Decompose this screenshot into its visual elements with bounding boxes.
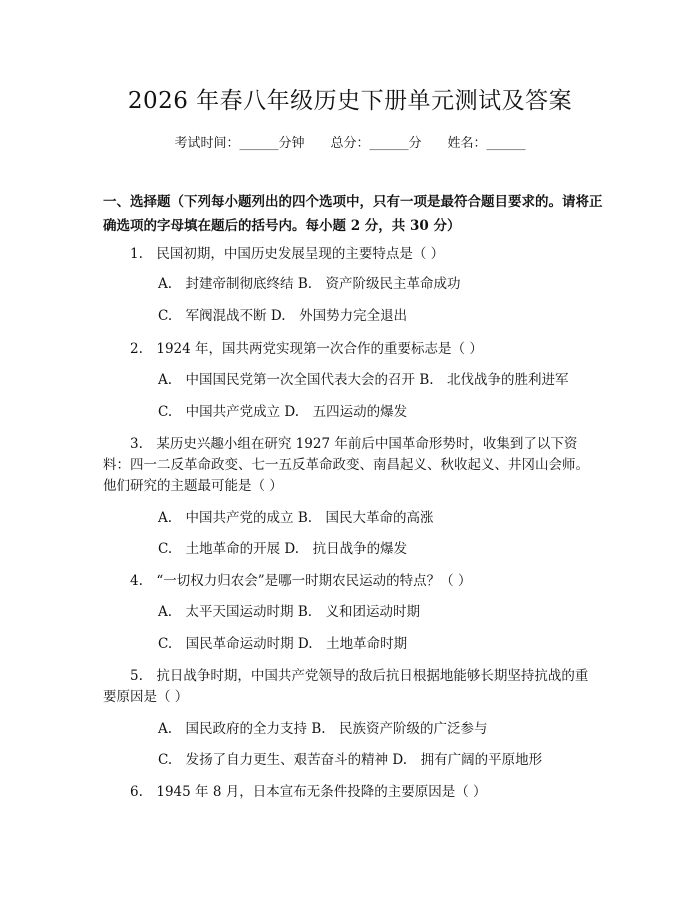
question-2-options-ab: A. 中国国民党第一次全国代表大会的召开 B. 北伐战争的胜利进军: [158, 372, 569, 388]
question-3-stem-line-3: 他们研究的主题最可能是（ ）: [103, 478, 283, 494]
question-2-stem: 2. 1924 年，国共两党实现第一次合作的重要标志是（ ）: [130, 341, 483, 357]
question-3-options-cd: C. 土地革命的开展 D. 抗日战争的爆发: [158, 541, 408, 557]
question-1-stem: 1. 民国初期，中国历史发展呈现的主要特点是（ ）: [130, 246, 445, 262]
exam-time: 考试时间：______分钟: [174, 136, 305, 151]
question-3-stem: 3. 某历史兴趣小组在研究 1927 年前后中国革命形势时，收集到了以下资: [130, 436, 578, 452]
question-5-stem-line-2: 要原因是（ ）: [103, 689, 189, 705]
question-4-stem: 4. “一切权力归农会”是哪一时期农民运动的特点？（ ）: [130, 573, 472, 589]
question-4-options-ab: A. 太平天国运动时期 B. 义和团运动时期: [158, 604, 421, 620]
question-5-stem: 5. 抗日战争时期，中国共产党领导的敌后抗日根据地能够长期坚持抗战的重: [130, 668, 589, 684]
section-heading: 一、选择题（下列每小题列出的四个选项中，只有一项是最符合题目要求的。请将正确选项的字母填在题后的括号内。每小题 2 分，共 30 分）: [103, 194, 603, 234]
question-5-options-cd: C. 发扬了自力更生、艰苦奋斗的精神 D. 拥有广阔的平原地形: [158, 752, 543, 768]
question-2-options-cd: C. 中国共产党成立 D. 五四运动的爆发: [158, 404, 408, 420]
question-3-options-ab: A. 中国共产党的成立 B. 国民大革命的高涨: [158, 510, 434, 526]
question-1-options-ab: A. 封建帝制彻底终结 B. 资产阶级民主革命成功: [158, 276, 461, 292]
page-title: 2026 年春八年级历史下册单元测试及答案: [127, 88, 573, 114]
question-6-stem: 6. 1945 年 8 月，日本宣布无条件投降的主要原因是（ ）: [130, 784, 487, 800]
question-4-options-cd: C. 国民革命运动时期 D. 土地革命时期: [158, 636, 408, 652]
exam-total-score: 总分：______分: [330, 136, 422, 151]
question-3-stem-line-2: 料：四一二反革命政变、七一五反革命政变、南昌起义、秋收起义、井冈山会师。: [103, 457, 589, 473]
student-name: 姓名：______: [447, 136, 526, 151]
question-1-options-cd: C. 军阀混战不断 D. 外国势力完全退出: [158, 308, 408, 324]
exam-meta: [0, 132, 700, 151]
question-5-options-ab: A. 国民政府的全力支持 B. 民族资产阶级的广泛参与: [158, 721, 488, 737]
